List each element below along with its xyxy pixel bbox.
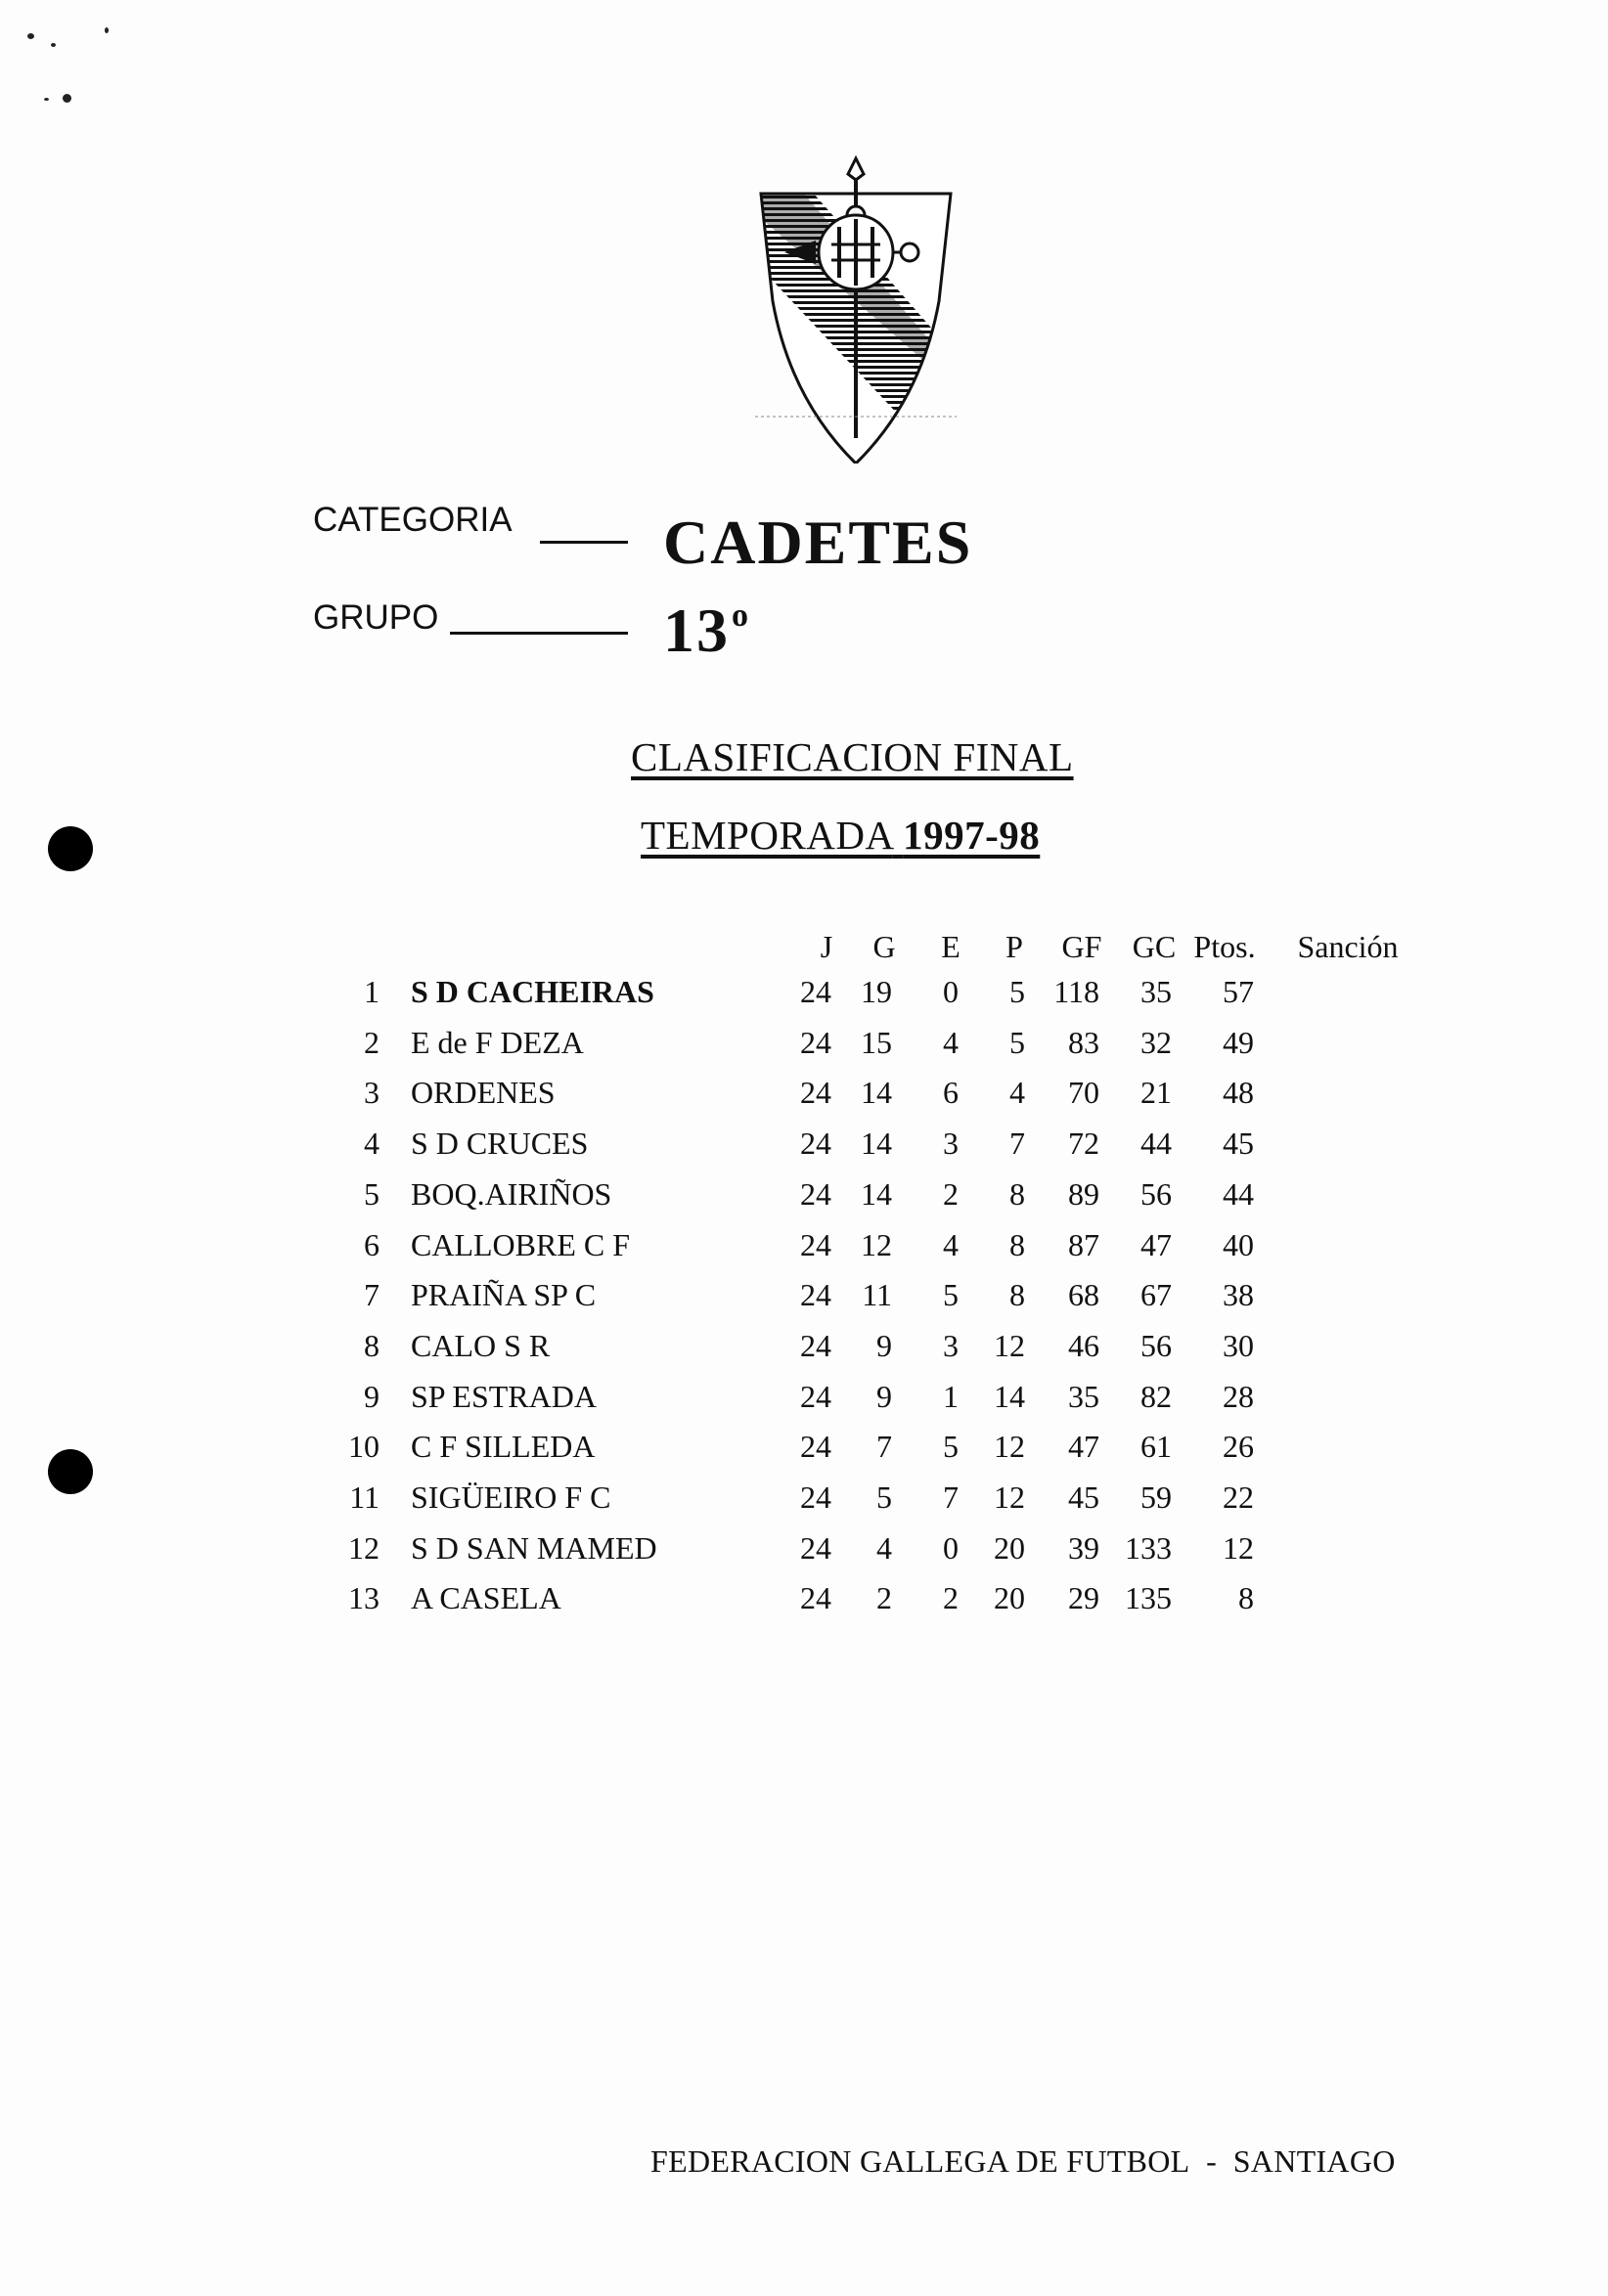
stat-cell-ptos: 12 (1223, 1530, 1254, 1566)
stat-cell-gf: 72 (1068, 1126, 1099, 1161)
footer-separator: - (1206, 2143, 1218, 2179)
position-cell: 8 (364, 1328, 380, 1363)
stat-cell-p: 12 (994, 1328, 1025, 1363)
stat-cell-gf: 68 (1068, 1277, 1099, 1312)
stat-cell-p: 20 (994, 1580, 1025, 1615)
team-name-cell: C F SILLEDA (411, 1429, 596, 1464)
season-years: 1997-98 (903, 813, 1041, 858)
stat-cell-j: 24 (800, 1580, 831, 1615)
stat-cell-e: 3 (943, 1328, 959, 1363)
stat-cell-j: 24 (800, 1025, 831, 1060)
stat-cell-ptos: 57 (1223, 974, 1254, 1009)
stat-cell-gc: 61 (1140, 1429, 1172, 1464)
team-name-cell: ORDENES (411, 1075, 556, 1110)
position-cell: 2 (364, 1025, 380, 1060)
stat-cell-j: 24 (800, 1429, 831, 1464)
column-header: P (1005, 929, 1023, 964)
stat-cell-g: 9 (876, 1328, 892, 1363)
column-header: G (872, 929, 896, 964)
stat-cell-j: 24 (800, 1227, 831, 1262)
position-cell: 5 (364, 1176, 380, 1212)
stat-cell-j: 24 (800, 974, 831, 1009)
scan-speck (44, 98, 49, 101)
categoria-value: CADETES (663, 508, 973, 577)
position-cell: 13 (348, 1580, 380, 1615)
position-cell: 6 (364, 1227, 380, 1262)
grupo-label: GRUPO (313, 598, 439, 637)
season-prefix: TEMPORADA (641, 813, 893, 858)
stat-cell-g: 7 (876, 1429, 892, 1464)
stat-cell-gc: 82 (1140, 1379, 1172, 1414)
stat-cell-p: 7 (1009, 1126, 1025, 1161)
stat-cell-g: 2 (876, 1580, 892, 1615)
stat-cell-ptos: 45 (1223, 1126, 1254, 1161)
stat-cell-gc: 47 (1140, 1227, 1172, 1262)
stat-cell-j: 24 (800, 1328, 831, 1363)
stat-cell-p: 8 (1009, 1227, 1025, 1262)
stat-cell-j: 24 (800, 1126, 831, 1161)
stat-cell-gc: 35 (1140, 974, 1172, 1009)
stat-cell-e: 1 (943, 1379, 959, 1414)
team-name-cell: S D SAN MAMED (411, 1530, 657, 1566)
team-name-cell: A CASELA (411, 1580, 561, 1615)
stat-cell-p: 20 (994, 1530, 1025, 1566)
stat-cell-gc: 67 (1140, 1277, 1172, 1312)
stat-cell-g: 14 (861, 1176, 892, 1212)
stat-cell-e: 5 (943, 1277, 959, 1312)
stat-cell-p: 5 (1009, 1025, 1025, 1060)
team-name-cell: BOQ.AIRIÑOS (411, 1176, 612, 1212)
team-name-cell: PRAIÑA SP C (411, 1277, 597, 1312)
stat-cell-gf: 70 (1068, 1075, 1099, 1110)
team-name-cell: CALLOBRE C F (411, 1227, 631, 1262)
team-name-cell: E de F DEZA (411, 1025, 584, 1060)
stat-cell-gf: 87 (1068, 1227, 1099, 1262)
position-cell: 4 (364, 1126, 380, 1161)
team-name-cell: SIGÜEIRO F C (411, 1479, 611, 1515)
stat-cell-g: 19 (861, 974, 892, 1009)
stat-cell-e: 4 (943, 1227, 959, 1262)
stat-cell-j: 24 (800, 1379, 831, 1414)
stat-cell-j: 24 (800, 1277, 831, 1312)
grupo-number: 13 (663, 596, 730, 665)
stat-cell-g: 9 (876, 1379, 892, 1414)
footer-federation: FEDERACION GALLEGA DE FUTBOL (650, 2143, 1190, 2179)
stat-cell-gc: 133 (1125, 1530, 1172, 1566)
stat-cell-gf: 35 (1068, 1379, 1099, 1414)
stat-cell-e: 4 (943, 1025, 959, 1060)
stat-cell-j: 24 (800, 1479, 831, 1515)
column-header: GF (1061, 929, 1102, 964)
stat-cell-e: 0 (943, 1530, 959, 1566)
team-name-cell: CALO S R (411, 1328, 551, 1363)
position-cell: 11 (349, 1479, 380, 1515)
stat-cell-ptos: 48 (1223, 1075, 1254, 1110)
stat-cell-gc: 32 (1140, 1025, 1172, 1060)
stat-cell-p: 8 (1009, 1176, 1025, 1212)
stat-cell-j: 24 (800, 1075, 831, 1110)
stat-cell-gf: 39 (1068, 1530, 1099, 1566)
footer-city: SANTIAGO (1232, 2143, 1396, 2179)
federation-crest-logo (755, 155, 957, 464)
stat-cell-ptos: 26 (1223, 1429, 1254, 1464)
stat-cell-gc: 44 (1140, 1126, 1172, 1161)
stat-cell-g: 11 (862, 1277, 892, 1312)
stat-cell-p: 5 (1009, 974, 1025, 1009)
stat-cell-ptos: 40 (1223, 1227, 1254, 1262)
stat-cell-gc: 56 (1140, 1176, 1172, 1212)
stat-cell-ptos: 38 (1223, 1277, 1254, 1312)
column-header: Sanción (1297, 929, 1399, 964)
column-header: Ptos. (1193, 929, 1256, 964)
team-name-cell: S D CRUCES (411, 1126, 589, 1161)
stat-cell-p: 12 (994, 1479, 1025, 1515)
stat-cell-e: 0 (943, 974, 959, 1009)
grupo-ordinal: o (732, 597, 750, 634)
scan-speck (105, 27, 109, 33)
stat-cell-gf: 29 (1068, 1580, 1099, 1615)
stat-cell-g: 15 (861, 1025, 892, 1060)
stat-cell-gf: 45 (1068, 1479, 1099, 1515)
position-cell: 10 (348, 1429, 380, 1464)
scan-speck (51, 43, 56, 47)
categoria-underline (540, 541, 628, 544)
stat-cell-j: 24 (800, 1530, 831, 1566)
team-name-cell: SP ESTRADA (411, 1379, 597, 1414)
scan-speck (63, 94, 71, 103)
stat-cell-g: 14 (861, 1075, 892, 1110)
stat-cell-gf: 83 (1068, 1025, 1099, 1060)
stat-cell-ptos: 44 (1223, 1176, 1254, 1212)
stat-cell-ptos: 22 (1223, 1479, 1254, 1515)
stat-cell-e: 2 (943, 1176, 959, 1212)
stat-cell-g: 14 (861, 1126, 892, 1161)
grupo-underline (450, 632, 628, 635)
stat-cell-g: 12 (861, 1227, 892, 1262)
stat-cell-ptos: 28 (1223, 1379, 1254, 1414)
scan-speck (27, 33, 34, 39)
punch-hole (48, 826, 93, 871)
column-header: GC (1132, 929, 1177, 964)
position-cell: 12 (348, 1530, 380, 1566)
stat-cell-p: 12 (994, 1429, 1025, 1464)
categoria-label: CATEGORIA (313, 501, 513, 539)
stat-cell-e: 2 (943, 1580, 959, 1615)
stat-cell-ptos: 8 (1238, 1580, 1254, 1615)
stat-cell-j: 24 (800, 1176, 831, 1212)
stat-cell-gc: 21 (1140, 1075, 1172, 1110)
stat-cell-gf: 47 (1068, 1429, 1099, 1464)
punch-hole (48, 1449, 93, 1494)
stat-cell-gc: 56 (1140, 1328, 1172, 1363)
position-cell: 7 (364, 1277, 380, 1312)
stat-cell-p: 14 (994, 1379, 1025, 1414)
position-cell: 9 (364, 1379, 380, 1414)
stat-cell-gf: 46 (1068, 1328, 1099, 1363)
stat-cell-gc: 59 (1140, 1479, 1172, 1515)
column-header: E (941, 929, 960, 964)
stat-cell-gf: 89 (1068, 1176, 1099, 1212)
stat-cell-ptos: 30 (1223, 1328, 1254, 1363)
stat-cell-e: 5 (943, 1429, 959, 1464)
classification-title: CLASIFICACION FINAL (631, 734, 1074, 779)
column-header: J (820, 929, 833, 964)
stat-cell-gc: 135 (1125, 1580, 1172, 1615)
stat-cell-ptos: 49 (1223, 1025, 1254, 1060)
position-cell: 3 (364, 1075, 380, 1110)
position-cell: 1 (364, 974, 380, 1009)
stat-cell-g: 5 (876, 1479, 892, 1515)
stat-cell-e: 7 (943, 1479, 959, 1515)
stat-cell-p: 8 (1009, 1277, 1025, 1312)
stat-cell-gf: 118 (1053, 974, 1099, 1009)
stat-cell-e: 6 (943, 1075, 959, 1110)
stat-cell-g: 4 (876, 1530, 892, 1566)
team-name-cell: S D CACHEIRAS (411, 974, 654, 1009)
grupo-value (663, 595, 750, 667)
stat-cell-e: 3 (943, 1126, 959, 1161)
stat-cell-p: 4 (1009, 1075, 1025, 1110)
season-title (641, 812, 1040, 859)
footer (650, 2143, 1396, 2180)
